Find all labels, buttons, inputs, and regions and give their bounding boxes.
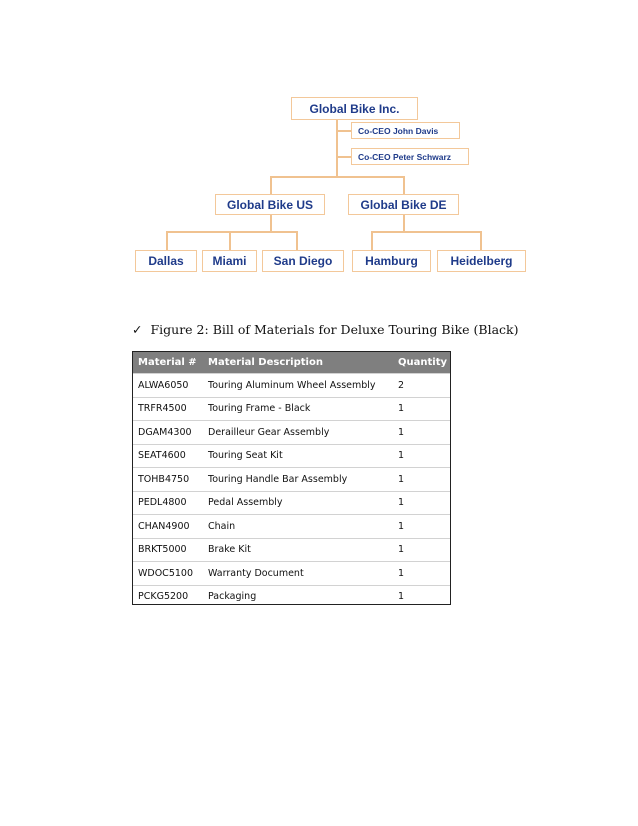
cell-quantity: 1 — [398, 591, 405, 603]
connector-de-horizontal — [371, 231, 482, 233]
org-node-exec-2: Co-CEO Peter Schwarz — [351, 148, 469, 165]
table-row — [133, 538, 450, 562]
table-row — [133, 514, 450, 538]
table-row — [133, 467, 450, 491]
connector-us-horizontal — [166, 231, 298, 233]
cell-quantity: 1 — [398, 473, 405, 485]
cell-material-description: Pedal Assembly — [208, 497, 283, 509]
table-row — [133, 373, 450, 397]
connector-dallas — [166, 231, 168, 250]
table-header — [133, 352, 450, 373]
cell-material-number: ALWA6050 — [138, 379, 189, 391]
cell-quantity: 1 — [398, 544, 405, 556]
org-node-heidelberg: Heidelberg — [437, 250, 526, 272]
cell-material-description: Derailleur Gear Assembly — [208, 426, 330, 438]
cell-quantity: 1 — [398, 450, 405, 462]
connector-sub-us — [270, 176, 272, 194]
cell-material-description: Packaging — [208, 591, 257, 603]
connector-de-down — [403, 215, 405, 232]
table-row — [133, 585, 450, 609]
org-node-sandiego: San Diego — [262, 250, 344, 272]
cell-material-number: SEAT4600 — [138, 450, 186, 462]
org-node-miami: Miami — [202, 250, 257, 272]
header-material-number: Material # — [138, 357, 197, 368]
table-row — [133, 491, 450, 515]
connector-sub-de — [403, 176, 405, 194]
cell-material-description: Touring Handle Bar Assembly — [208, 473, 348, 485]
cell-material-number: TRFR4500 — [138, 403, 187, 415]
org-node-subsidiary-de: Global Bike DE — [348, 194, 459, 215]
org-node-hamburg: Hamburg — [352, 250, 431, 272]
cell-material-description: Chain — [208, 520, 236, 532]
cell-material-number: CHAN4900 — [138, 520, 190, 532]
org-node-subsidiary-us: Global Bike US — [215, 194, 325, 215]
cell-quantity: 1 — [398, 426, 405, 438]
cell-material-number: PEDL4800 — [138, 497, 187, 509]
org-node-dallas: Dallas — [135, 250, 197, 272]
org-chart — [0, 0, 638, 300]
cell-material-description: Touring Aluminum Wheel Assembly — [208, 379, 376, 391]
connector-root-down — [336, 120, 338, 177]
figure-caption-text: Figure 2: Bill of Materials for Deluxe Touring Bike (Black) — [150, 322, 519, 337]
cell-material-number: PCKG5200 — [138, 591, 189, 603]
figure-caption — [132, 322, 518, 337]
connector-hamburg — [371, 231, 373, 250]
cell-material-description: Touring Seat Kit — [208, 450, 283, 462]
org-node-root: Global Bike Inc. — [291, 97, 418, 120]
connector-sandiego — [296, 231, 298, 250]
cell-quantity: 1 — [398, 520, 405, 532]
table-row — [133, 561, 450, 585]
org-node-exec-1: Co-CEO John Davis — [351, 122, 460, 139]
cell-material-number: TOHB4750 — [138, 473, 190, 485]
connector-exec-1 — [337, 130, 352, 132]
header-material-description: Material Description — [208, 357, 323, 368]
cell-quantity: 1 — [398, 567, 405, 579]
connector-exec-2 — [337, 156, 352, 158]
cell-material-number: BRKT5000 — [138, 544, 187, 556]
cell-material-description: Touring Frame - Black — [208, 403, 311, 415]
connector-sub-horizontal — [270, 176, 404, 178]
bill-of-materials-table — [132, 351, 451, 605]
cell-material-number: DGAM4300 — [138, 426, 192, 438]
table-row — [133, 420, 450, 444]
cell-quantity: 1 — [398, 497, 405, 509]
table-row — [133, 397, 450, 421]
cell-quantity: 2 — [398, 379, 405, 391]
connector-us-down — [270, 215, 272, 232]
table-row — [133, 444, 450, 468]
cell-material-description: Brake Kit — [208, 544, 251, 556]
connector-miami — [229, 231, 231, 250]
cell-material-description: Warranty Document — [208, 567, 304, 579]
cell-material-number: WDOC5100 — [138, 567, 193, 579]
header-quantity: Quantity — [398, 357, 447, 368]
cell-quantity: 1 — [398, 403, 405, 415]
checkmark-icon: ✓ — [132, 322, 143, 337]
connector-heidelberg — [480, 231, 482, 250]
